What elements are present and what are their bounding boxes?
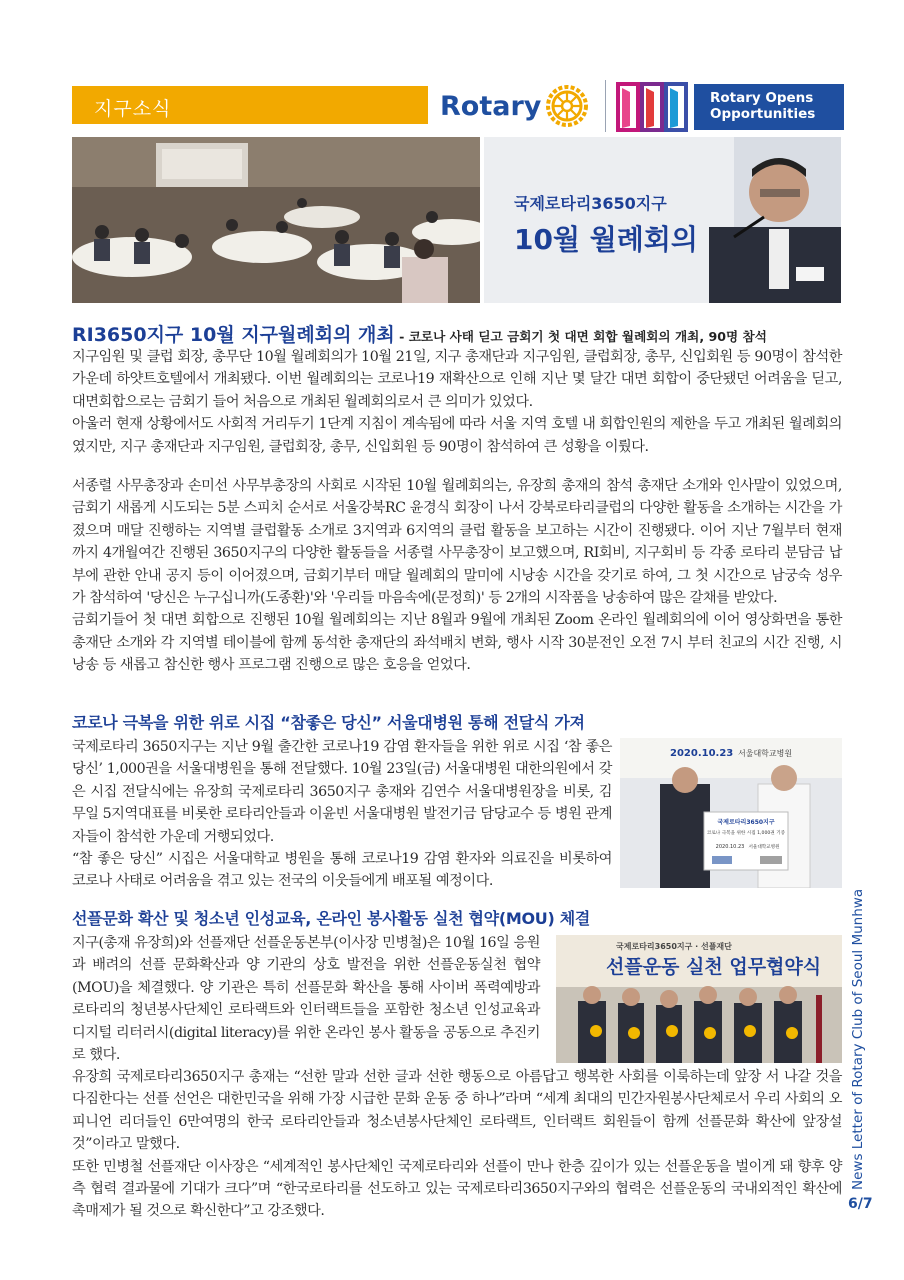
article2-para2: “참 좋은 당신” 시집은 서울대학교 병원을 통해 코로나19 감염 환자와 의료진을 비롯하여 코로나 사태로 어려움을 겪고 있는 전국의 이웃들에게 배포될 예정이다. (72, 851, 612, 890)
mou-banner-main: 선플운동 실천 업무협약식 (606, 956, 822, 978)
article3-para2: 유장희 국제로타리3650지구 총재는 “선한 말과 선한 글과 선한 행동으로 아름답고 행복한 사회를 이룩하는데 앞장 서 나갈 것을 다짐한다는 선플 선언은 대한민국을 위해 가장 시급한 문화 운동 중 하나”라며 “세계 최대의 민간자원봉사단체로서 우리 사회의 오피니언 리더들인 6만여명의 한국 로타리안들과 청소년봉사단체인 로타랙트, 인터랙트 회원들이 함께 선플문화 확산에 앞장설 것”이라고 말했다. (72, 1069, 842, 1153)
article1-title: RI3650지구 10월 지구월례회의 개최 (72, 324, 395, 346)
photo-meeting-hall (72, 137, 480, 303)
article1-body (72, 346, 842, 458)
rotary-opens-tagline (694, 84, 844, 130)
page-number: 6/7 (848, 1196, 873, 1212)
rotary-logo (440, 80, 600, 132)
article3-body-top (72, 932, 540, 1066)
rotary-wheel-icon (545, 84, 589, 128)
photo-mou-signing (556, 935, 842, 1063)
article2-title: 코로나 극복을 위한 위로 시집 “참좋은 당신” 서울대병원 통해 전달식 가져 (72, 713, 585, 732)
hospital-banner-place: 서울대학교병원 (738, 749, 793, 758)
article1-subtitle: - 코로나 사태 딛고 금회기 첫 대면 회합 월례회의 개최, 90명 참석 (394, 329, 767, 344)
article3-title: 선플문화 확산 및 청소년 인성교육, 온라인 봉사활동 실천 협약(MOU) 체결 (72, 909, 591, 928)
rotary-logo-word: Rotary (440, 90, 542, 122)
opens-doors-icon (616, 80, 690, 134)
article1-para4: 금회기들어 첫 대면 회합으로 진행된 10월 월례회의는 지난 8월과 9월에 개최된 Zoom 온라인 월례회의에 이어 영상화면을 통한 총재단 소개와 각 지역별 테이블에 함께 동석한 총재단의 좌석배치 변화, 행사 시작 30분전인 오전 7시 부터 친교의 시간 진행, 시 낭송 등 새롭고 참신한 행사 프로그램 진행으로 많은 호응을 얻었다. (72, 612, 842, 674)
hospital-board-line1: 국제로타리3650지구 (717, 819, 775, 826)
photo-hospital-donation (620, 738, 842, 888)
article1-para3: 서종렬 사무총장과 손미선 사무부총장의 사회로 시작된 10월 월례회의는, 유장희 총재의 참석 총재단 소개와 인사말이 있었으며, 금회기 새롭게 시도되는 5분 스피치 순서로 서울강북RC 윤경식 회장이 나서 강북로타리클럽의 다양한 활동을 소개하는 시간을 가졌으며 매달 진행하는 지역별 클럽활동 소개로 3지역과 6지역의 클럽 활동을 보고하는 시간이 진행됐다. 이어 지난 7월부터 현재까지 4개월여간 진행된 3650지구의 다양한 활동들을 서종렬 사무총장이 보고했으며, RI회비, 지구회비 등 각종 로타리 분담금 납부에 관한 안내 공지 등이 이어졌으며, 금회기부터 매달 월례회의 말미에 시낭송 시간을 갖기로 하여, 그 첫 시간으로 남궁숙 성우가 참석하여 '당신은 누구십니까(도종환)'와 '우리들 마음속에(문정희)' 등 2개의 시작품을 낭송하여 많은 갈채를 받았다. (72, 478, 842, 607)
article1-headline (72, 320, 852, 347)
section-tag: 지구소식 (72, 86, 428, 124)
hospital-board-date: 2020.10.23 (715, 844, 745, 850)
article3-para3: 또한 민병철 선플재단 이사장은 “세계적인 봉사단체인 국제로타리와 선플이 만나 한층 깊이가 있는 선플운동을 벌이게 돼 향후 양측 협력 결과물에 기대가 크다”며 “한국로타리를 선도하고 있는 국제로타리3650지구와의 협력은 선플운동의 국내외적인 확산에 촉매제가 될 것으로 확신한다”고 강조했다. (72, 1158, 842, 1220)
banner-line2: 10월 월례회의 (514, 223, 698, 256)
article2-para1: 국제로타리 3650지구는 지난 9월 출간한 코로나19 감염 환자들을 위한 위로 시집 ‘참 좋은 당신’ 1,000권을 서울대병원을 통해 전달했다. 10월 23일(금) 서울대병원 대한의원에서 갖은 시집 전달식에는 유장희 국제로타리 3650지구 총재와 김연수 서울대병원장을 비롯, 김무일 5지역대표를 비롯한 로타리안들과 이윤빈 서울대병원 발전기금 담당교수 등 병원 관계자들이 참석한 가운데 거행되었다. (72, 739, 612, 845)
article2-body (72, 736, 612, 893)
banner-line1: 국제로타리3650지구 (514, 194, 667, 213)
hospital-board-place: 서울대학교병원 (748, 845, 780, 850)
hospital-board-line2: 코로나 극복을 위한 시집 1,000권 기증 (706, 831, 786, 836)
photo-speaker (484, 137, 841, 303)
tagline-line2: Opportunities (710, 106, 816, 122)
newsletter-credit: News Letter of Rotary Club of Seoul Munhwa (850, 888, 866, 1190)
article1-para2: 아울러 현재 상황에서도 사회적 거리두기 1단계 지침이 계속됨에 따라 서울 지역 호텔 내 회합인원의 제한을 두고 개최된 월례회의였지만, 지구 총재단과 지구임원, 클럽회장, 총무, 신입회원 등 90명이 참석하여 큰 성황을 이뤘다. (72, 416, 842, 455)
article3-body-bottom (72, 1066, 842, 1223)
article3-para1: 지구(총재 유장희)와 선플재단 선플운동본부(이사장 민병철)은 10월 16일 응원과 배려의 선플 문화확산과 양 기관의 상호 발전을 위한 선플운동실천 협약(MOU)을 체결했다. 양 기관은 특히 선플문화 확산을 통해 사이버 폭력예방과 로타리의 청년봉사단체인 로타랙트와 인터랙트들을 포함한 청소년 인성교육과 디지털 리터러시(digital literacy)를 위한 온라인 봉사 활동을 공동으로 추진키로 했다. (72, 935, 540, 1064)
logo-divider (605, 80, 606, 132)
tagline-line1: Rotary Opens (710, 90, 814, 106)
article1-body-2 (72, 475, 842, 677)
mou-banner-top: 국제로타리3650지구 · 선플재단 (616, 942, 732, 951)
hospital-banner-date: 2020.10.23 (670, 748, 734, 759)
article1-para1: 지구임원 및 클럽 회장, 총무단 10월 월례회의가 10월 21일, 지구 총재단과 지구임원, 클럽회장, 총무, 신입회원 등 90명이 참석한 가운데 하얏트호텔에서 개최됐다. 이번 월례회의는 코로나19 재확산으로 인해 지난 몇 달간 대면 회합이 중단됐던 어려움을 딛고, 대면회합으로는 금회기 들어 처음으로 개최된 월례회의로서 큰 의미가 있었다. (72, 349, 842, 410)
